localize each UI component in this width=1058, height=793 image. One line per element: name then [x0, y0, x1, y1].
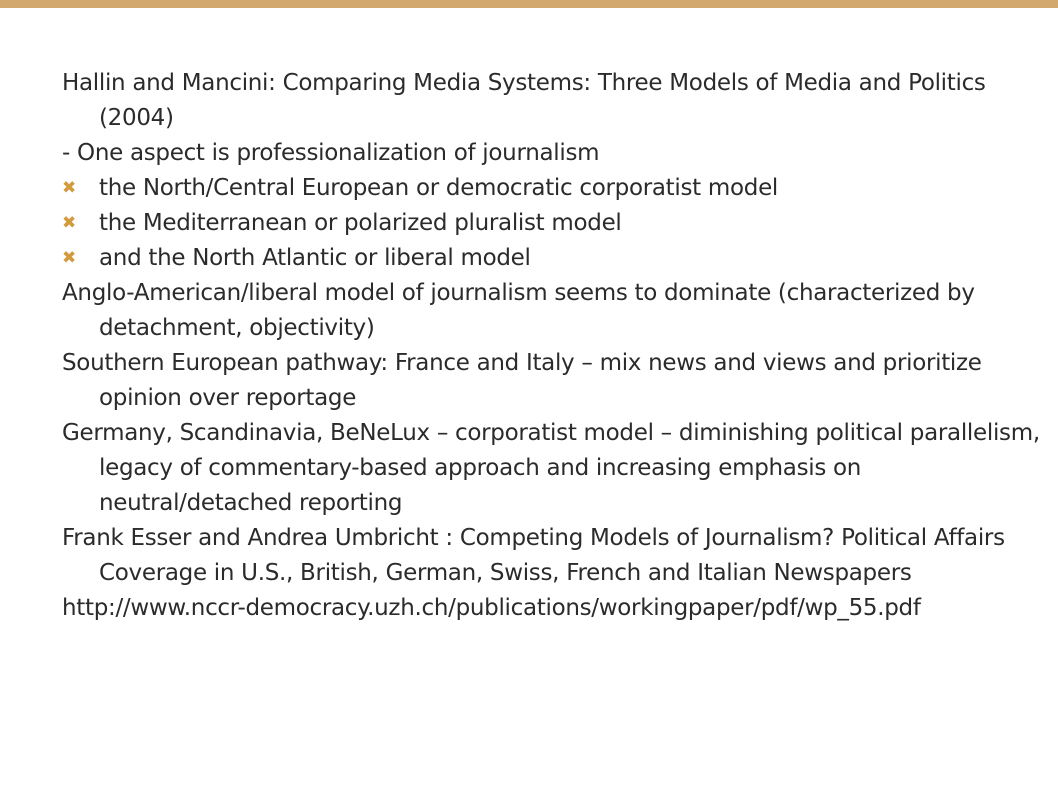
- paragraph-corporatist: Germany, Scandinavia, BeNeLux – corporatist model – diminishing political parallelism, legacy of commentary-based approach and increasing emphasis on neutral/detached reporting: [62, 420, 1040, 516]
- x-bullet-icon: ✖: [62, 178, 76, 198]
- paragraph-southern-european: Southern European pathway: France and Italy – mix news and views and prioritize opinion over reportage: [62, 350, 982, 411]
- bullet-text: the North/Central European or democratic corporatist model: [99, 175, 779, 201]
- x-bullet-icon: ✖: [62, 213, 76, 233]
- model-bullet-item: [62, 241, 1042, 276]
- paragraph-esser-umbricht: Frank Esser and Andrea Umbricht : Competing Models of Journalism? Political Affairs Coverage in U.S., British, German, Swiss, French and Italian Newspapers: [62, 525, 1005, 586]
- bullet-text: the Mediterranean or polarized pluralist model: [99, 210, 622, 236]
- top-accent-bar: [0, 0, 1058, 8]
- slide-body: [62, 66, 1042, 626]
- source-link[interactable]: http://www.nccr-democracy.uzh.ch/publications/workingpaper/pdf/wp_55.pdf: [62, 595, 921, 621]
- paragraph-anglo-american: Anglo-American/liberal model of journalism seems to dominate (characterized by detachment, objectivity): [62, 280, 975, 341]
- source-citation: Hallin and Mancini: Comparing Media Systems: Three Models of Media and Politics (2004): [62, 70, 986, 131]
- bullet-text: and the North Atlantic or liberal model: [99, 245, 531, 271]
- model-bullet-item: [62, 171, 1042, 206]
- sub-point: - One aspect is professionalization of journalism: [62, 140, 600, 166]
- model-bullet-item: [62, 206, 1042, 241]
- x-bullet-icon: ✖: [62, 248, 76, 268]
